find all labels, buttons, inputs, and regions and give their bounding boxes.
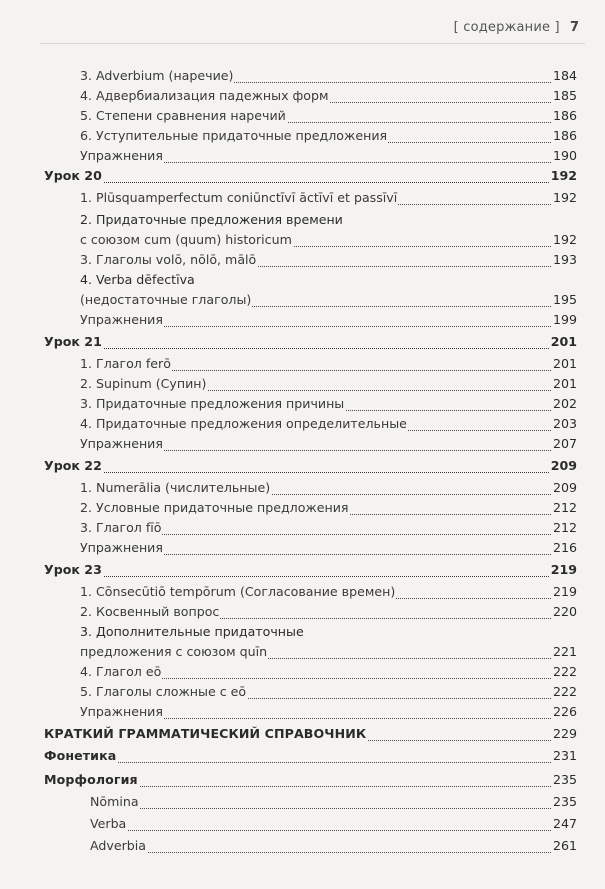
toc-section-title: Фонетика [44,746,117,766]
toc-entry-page: 209 [550,456,577,476]
toc-entry-title: 4. Глагол eō [80,662,162,682]
toc-entry-title: Упражнения [80,538,164,558]
toc-entry-title: 2. Supinum (Супин) [80,374,207,394]
toc-entry-title: Упражнения [80,146,164,166]
header-rule [40,43,585,44]
toc-entry [0,270,605,310]
toc-entry-page: 229 [552,724,577,744]
toc-entry-page: 247 [552,814,577,834]
toc-entry-title: Упражнения [80,310,164,330]
toc-entry-page: 203 [552,414,577,434]
toc-entry-title: предложения с союзом quīn [80,642,268,662]
toc-entry-title: с союзом cum (quum) historicum [80,230,293,250]
toc-entry-title: (недостаточные глаголы) [80,290,252,310]
toc-entry-page: 226 [552,702,577,722]
toc-entry-page: 261 [552,836,577,856]
toc-entry-page: 201 [550,332,577,352]
toc-entry-title: Упражнения [80,434,164,454]
toc-entry-title-line1: 2. Придаточные предложения времени [80,212,343,227]
toc-entry-page: 184 [552,66,577,86]
toc-entry-page: 219 [550,560,577,580]
toc-entry-title: 3. Придаточные предложения причины [80,394,345,414]
toc-entry-title: 4. Адвербиализация падежных форм [80,86,330,106]
toc-entry-page: 221 [552,642,577,662]
toc-entry-title: 1. Plūsquamperfectum coniūnctīvī āctīvī et passīvī [80,188,398,208]
toc-entry-title: Nōmina [90,792,140,812]
toc-entry-page: 235 [552,770,577,790]
toc-entry-page: 201 [552,374,577,394]
header-section-title: [ содержание ] [453,20,560,35]
toc-entry-title: 1. Глагол ferō [80,354,172,374]
toc-entry-page: 185 [552,86,577,106]
toc-entry-page: 199 [552,310,577,330]
toc-entry-title: 2. Косвенный вопрос [80,602,220,622]
toc-entry-title: 1. Cōnsecūtiō tempōrum (Согласование времен) [80,582,396,602]
toc-lesson-title: Урок 22 [44,456,103,476]
toc-entry-page: 186 [552,126,577,146]
toc-entry-page: 201 [552,354,577,374]
toc-entry-page: 207 [552,434,577,454]
toc-entry-title: 3. Adverbium (наречие) [80,66,234,86]
toc-entry-title: 5. Степени сравнения наречий [80,106,287,126]
toc-entry-page: 212 [552,498,577,518]
toc-entry-page: 186 [552,106,577,126]
header-page-number: 7 [569,20,579,35]
toc-entry-title: 4. Придаточные предложения определительные [80,414,408,434]
toc-entry-title-line1: 3. Дополнительные придаточные [80,624,304,639]
toc-entry-page: 192 [550,166,577,186]
toc-entry-page: 192 [552,230,577,250]
toc-entry-title-line1: 4. Verba dēfectīva [80,272,195,287]
toc-lesson-title: Урок 21 [44,332,103,352]
toc-entry-page: 220 [552,602,577,622]
toc-entry-page: 192 [552,188,577,208]
running-header [454,20,579,35]
toc-section-title: КРАТКИЙ ГРАММАТИЧЕСКИЙ СПРАВОЧНИК [44,724,367,744]
toc-entry-page: 222 [552,682,577,702]
toc-lesson-title: Урок 23 [44,560,103,580]
toc-entry-page: 209 [552,478,577,498]
toc-entry-page: 212 [552,518,577,538]
toc-entry-title: 5. Глаголы сложные с eō [80,682,247,702]
toc-entry-page: 202 [552,394,577,414]
toc-entry-page: 219 [552,582,577,602]
toc-entry-page: 222 [552,662,577,682]
toc-entry-page: 216 [552,538,577,558]
toc-entry [0,622,605,662]
toc-lesson-title: Урок 20 [44,166,103,186]
toc-entry [0,210,605,250]
toc-section-title: Морфология [44,770,139,790]
toc-entry-title: Упражнения [80,702,164,722]
toc-entry-title: 3. Глаголы volō, nōlō, mālō [80,250,257,270]
toc-entry-page: 231 [552,746,577,766]
toc-entry-page: 190 [552,146,577,166]
toc-entry-title: 3. Глагол fīō [80,518,162,538]
toc-entry-title: 6. Уступительные придаточные предложения [80,126,388,146]
toc-entry-page: 195 [552,290,577,310]
toc-entry-title: Adverbia [90,836,147,856]
toc-entry-page: 235 [552,792,577,812]
toc-entry-page: 193 [552,250,577,270]
toc-entry-title: Verba [90,814,127,834]
toc-entry-title: 2. Условные придаточные предложения [80,498,350,518]
toc-entry-title: 1. Numerālia (числительные) [80,478,271,498]
